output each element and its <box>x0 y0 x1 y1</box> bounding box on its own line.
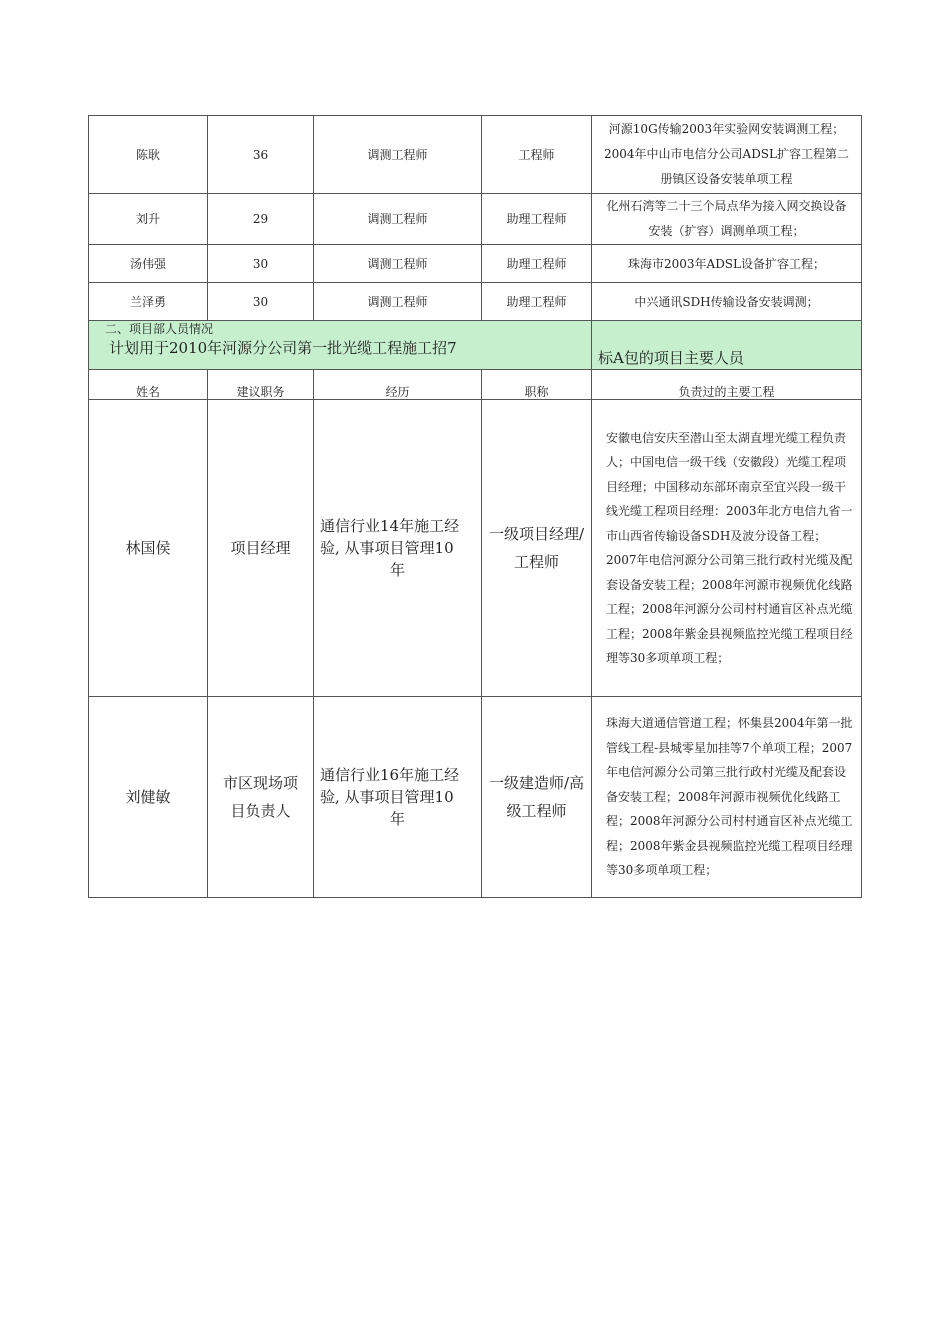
section-title-right: 标A包的项目主要人员 <box>598 349 744 367</box>
staff-title-cell: 一级建造师/高级工程师 <box>482 697 592 898</box>
header-experience: 经历 <box>314 370 482 400</box>
table-row <box>89 194 862 245</box>
title-cell: 助理工程师 <box>482 245 592 283</box>
staff-name-cell: 林国侯 <box>89 400 208 697</box>
header-position: 建议职务 <box>208 370 314 400</box>
staff-position-cell: 项目经理 <box>208 400 314 697</box>
experience-line: 通信行业14年施工经 <box>320 517 460 535</box>
header-title: 职称 <box>482 370 592 400</box>
experience-line: 验, 从事项目管理10 <box>320 788 454 806</box>
section-title-left: 计划用于2010年河源分公司第一批光缆工程施工招7 <box>109 339 457 357</box>
table-row <box>89 283 862 321</box>
age-cell: 36 <box>208 116 314 194</box>
projects-cell: 珠海市2003年ADSL设备扩容工程； <box>592 245 862 283</box>
table-row <box>89 245 862 283</box>
section-label: 二、项目部人员情况 <box>105 322 214 336</box>
projects-cell: 中兴通讯SDH传输设备安装调测； <box>592 283 862 321</box>
staff-position-cell: 市区现场项目负责人 <box>208 697 314 898</box>
header-projects: 负责过的主要工程 <box>592 370 862 400</box>
document-page <box>88 115 861 898</box>
role-cell: 调测工程师 <box>314 116 482 194</box>
title-cell: 助理工程师 <box>482 194 592 245</box>
staff-experience-cell <box>314 400 482 697</box>
staff-table <box>88 115 862 898</box>
table-row <box>89 400 862 697</box>
section-title-cell-right <box>592 321 862 370</box>
title-cell: 助理工程师 <box>482 283 592 321</box>
staff-title-cell: 一级项目经理/工程师 <box>482 400 592 697</box>
experience-line: 通信行业16年施工经 <box>320 766 460 784</box>
age-cell: 30 <box>208 283 314 321</box>
table-row <box>89 697 862 898</box>
staff-experience-cell <box>314 697 482 898</box>
section-title-cell <box>89 321 592 370</box>
age-cell: 30 <box>208 245 314 283</box>
title-cell: 工程师 <box>482 116 592 194</box>
experience-line: 验, 从事项目管理10 <box>320 539 454 557</box>
header-name: 姓名 <box>89 370 208 400</box>
experience-line: 年 <box>389 810 405 828</box>
table-row <box>89 116 862 194</box>
projects-cell: 河源10G传输2003年实验网安装调测工程；2004年中山市电信分公司ADSL扩容工程第二册镇区设备安装单项工程 <box>592 116 862 194</box>
name-cell: 刘升 <box>89 194 208 245</box>
staff-projects-cell: 珠海大道通信管道工程；怀集县2004年第一批管线工程-县城零星加挂等7个单项工程；2007年电信河源分公司第三批行政村光缆及配套设备安装工程；2008年河源市视频优化线路工程；2008年河源分公司村村通盲区补点光缆工程；2008年紫金县视频监控光缆工程项目经理等30多项单项工程； <box>592 697 862 898</box>
role-cell: 调测工程师 <box>314 194 482 245</box>
role-cell: 调测工程师 <box>314 245 482 283</box>
age-cell: 29 <box>208 194 314 245</box>
staff-projects-cell: 安徽电信安庆至潜山至太湖直埋光缆工程负责人；中国电信一级干线（安徽段）光缆工程项目经理；中国移动东部环南京至宜兴段一级干线光缆工程项目经理：2003年北方电信九省一市山西省传输设备SDH及波分设备工程；2007年电信河源分公司第三批行政村光缆及配套设备安装工程；2008年河源市视频优化线路工程；2008年河源分公司村村通盲区补点光缆工程；2008年紫金县视频监控光缆工程项目经理等30多项单项工程； <box>592 400 862 697</box>
name-cell: 兰泽勇 <box>89 283 208 321</box>
staff-name-cell: 刘健敏 <box>89 697 208 898</box>
name-cell: 汤伟强 <box>89 245 208 283</box>
role-cell: 调测工程师 <box>314 283 482 321</box>
section-header-row <box>89 321 862 370</box>
column-header-row <box>89 370 862 400</box>
name-cell: 陈耿 <box>89 116 208 194</box>
experience-line: 年 <box>389 561 405 579</box>
projects-cell: 化州石湾等二十三个局点华为接入网交换设备安装（扩容）调测单项工程； <box>592 194 862 245</box>
